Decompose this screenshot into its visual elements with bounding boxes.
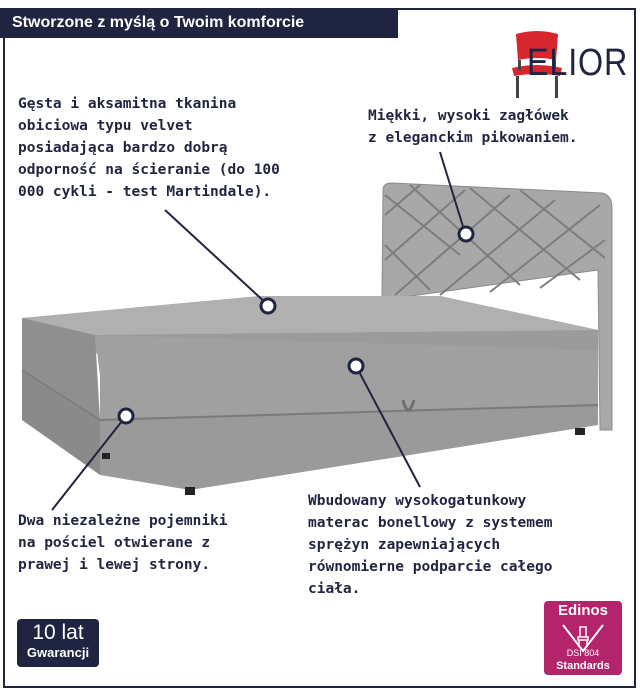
callout-dot-mattress	[349, 359, 363, 373]
mattress-feature-text: Wbudowany wysokogatunkowy materac bonellowy z systemem sprężyn zapewniających równomierne podparcie całego ciała.	[308, 493, 553, 597]
edinos-name: Edinos	[557, 602, 608, 619]
edinos-standards: Standards	[556, 660, 610, 672]
callout-dot-storage	[119, 409, 133, 423]
fabric-feature-text: Gęsta i aksamitna tkanina obiciowa typu velvet posiadająca bardzo dobrą odporność na ścieranie (do 100 000 cykli - test Martindale).	[18, 96, 280, 200]
headboard-feature-text: Miękki, wysoki zagłówek z eleganckim pikowaniem.	[368, 108, 578, 146]
callout-dot-fabric	[261, 299, 275, 313]
warranty-label: Gwarancji	[26, 645, 90, 660]
edinos-dsi: DSI 804	[566, 648, 600, 658]
warranty-badge	[17, 619, 99, 667]
edinos-badge	[544, 601, 622, 675]
logo-text: ELIOR	[527, 42, 629, 84]
storage-feature-text: Dwa niezależne pojemniki na pościel otwierane z prawej i lewej strony.	[18, 513, 228, 573]
callout-dot-headboard	[459, 227, 473, 241]
header-banner: Stworzone z myślą o Twoim komforcie	[0, 8, 398, 38]
warranty-years: 10 lat	[32, 621, 84, 644]
